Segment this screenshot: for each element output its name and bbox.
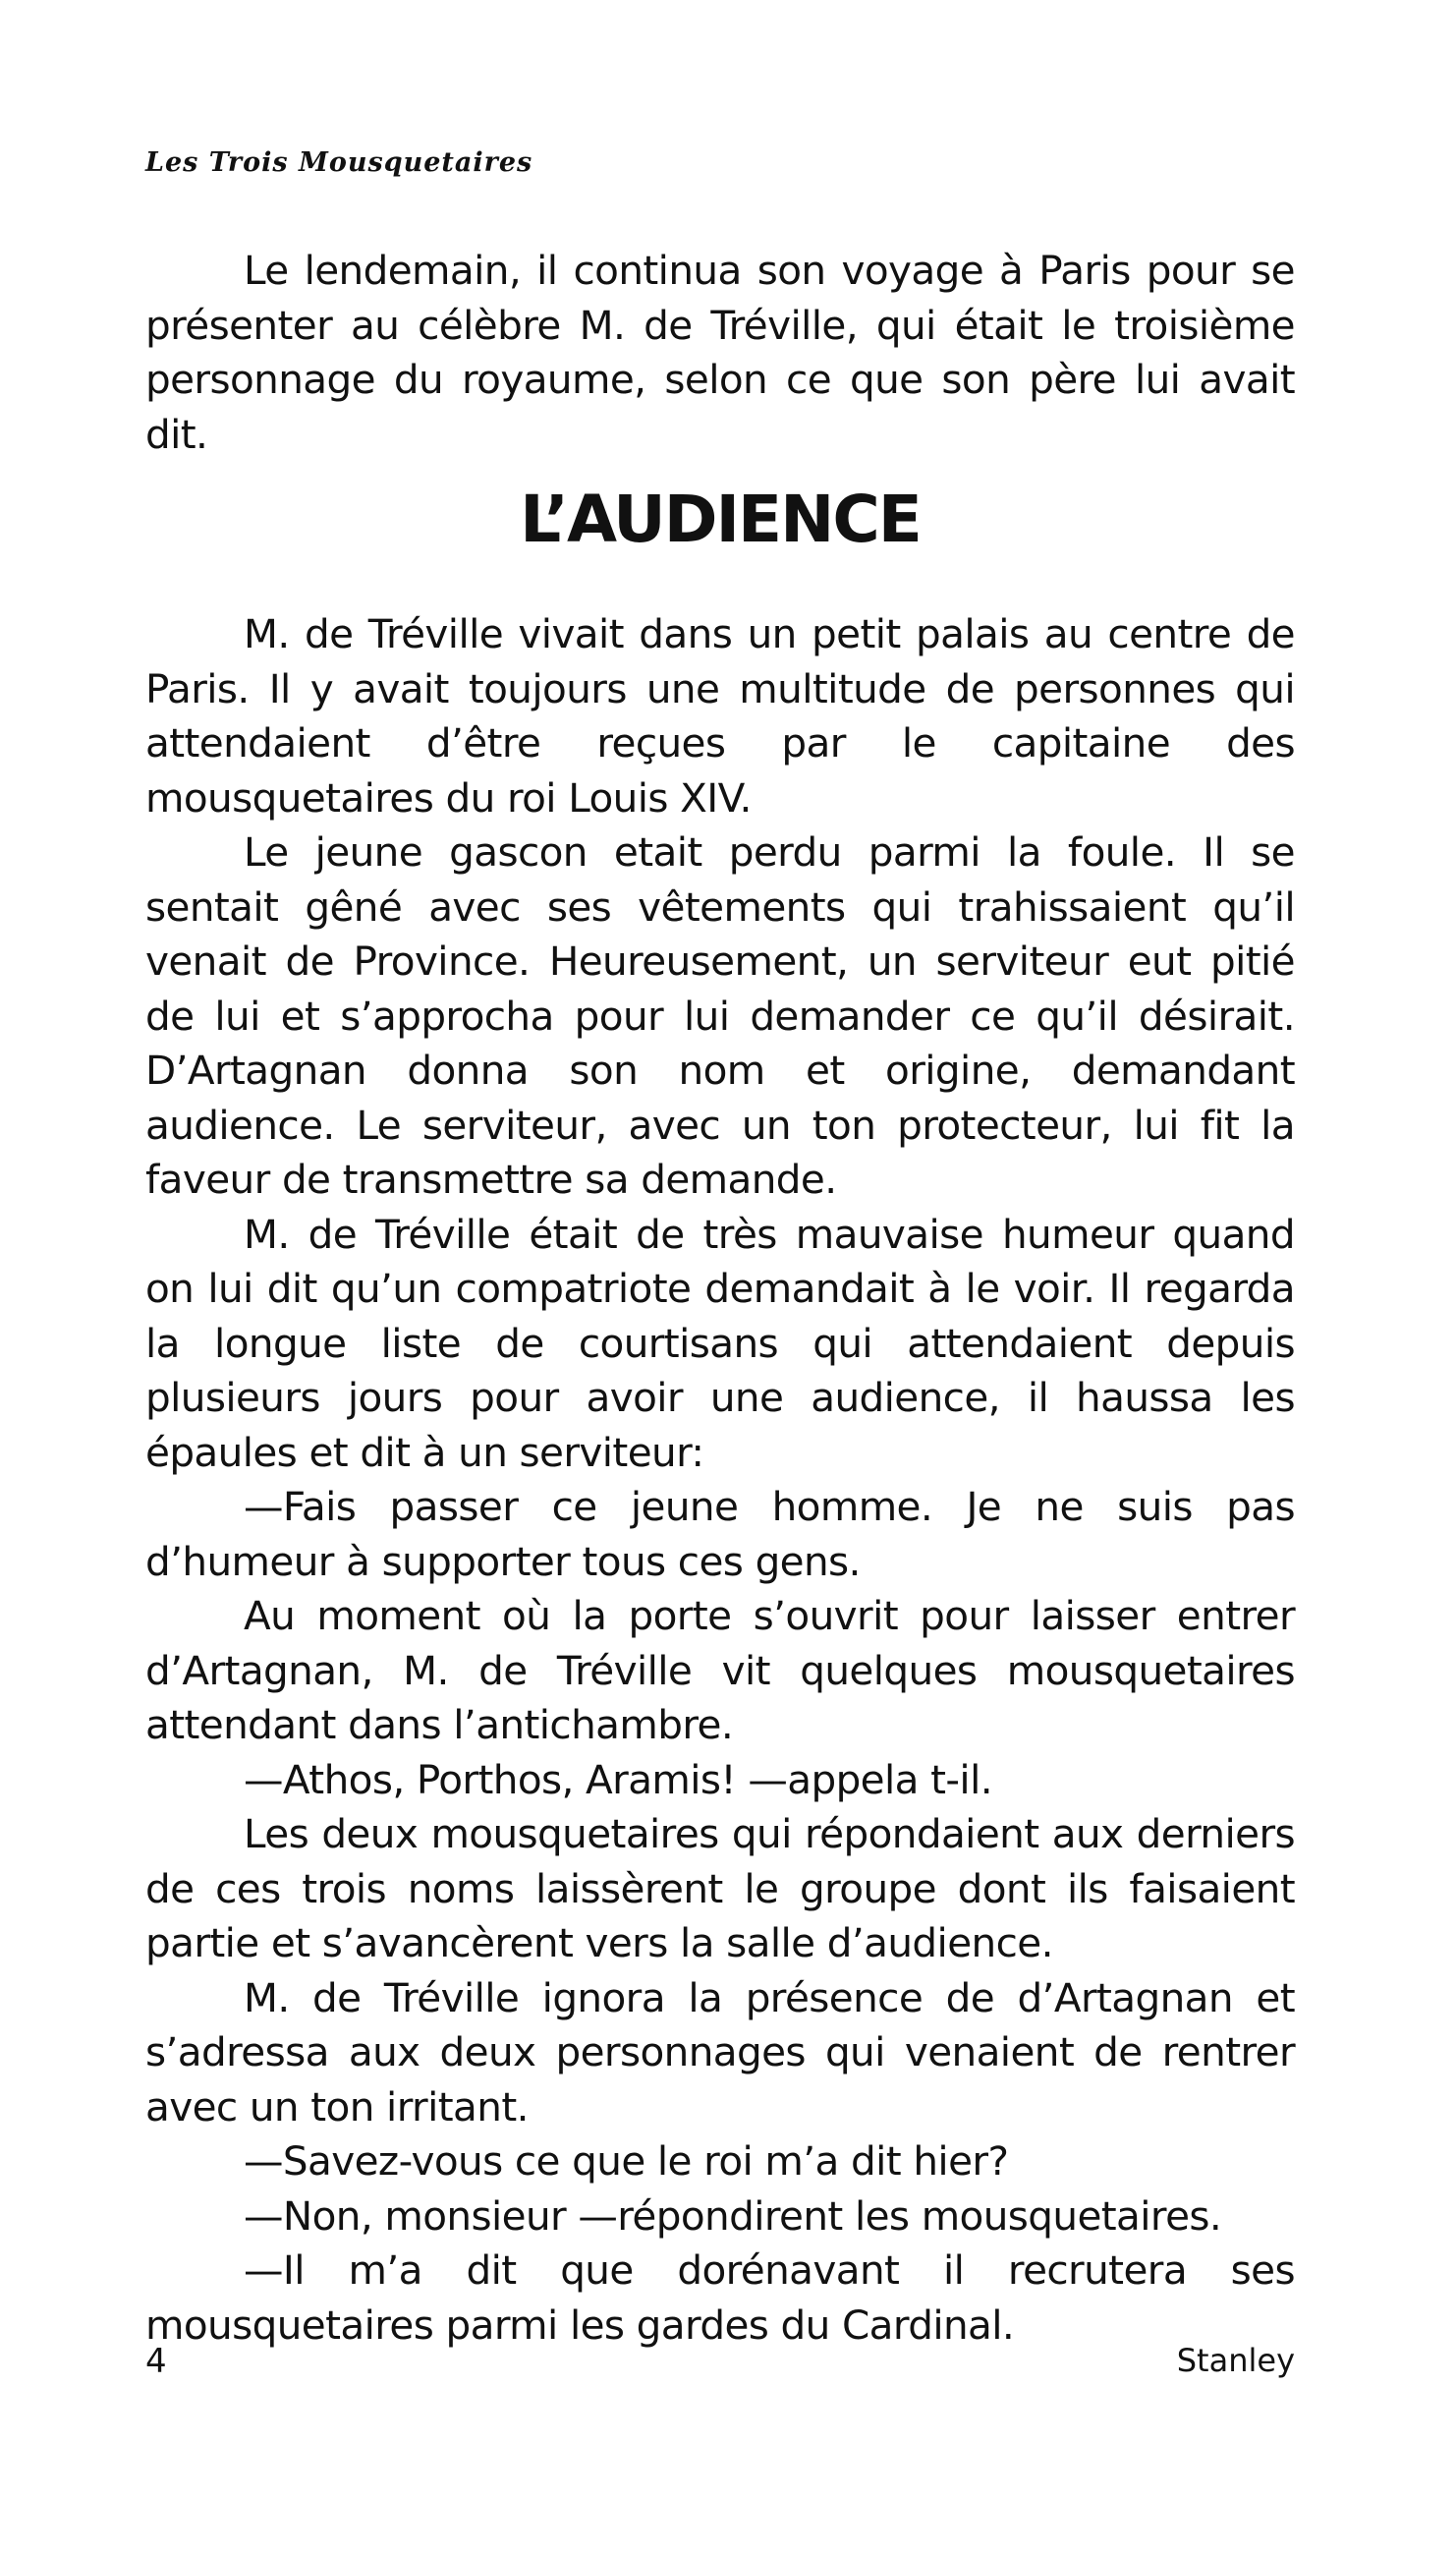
chapter-body (145, 607, 1295, 2353)
dialogue-line: —Athos, Porthos, Aramis! —appela t-il. (244, 1755, 993, 1803)
paragraph: M. de Tréville vivait dans un petit palais au centre de Paris. Il y avait toujours une multitude de personnes qui attendaient d’être reçues par le capitaine des mousquetaires du roi Louis XIV. (145, 610, 1295, 822)
chapter-title: L’AUDIENCE (520, 482, 921, 557)
intro-paragraph: Le lendemain, il continua son voyage à Paris pour se présenter au célèbre M. de Tréville, qui était le troisième personnage du royaume, selon ce que son père lui avait dit. (145, 247, 1295, 458)
paragraph: M. de Tréville ignora la présence de d’Artagnan et s’adressa aux deux personnages qui venaient de rentrer avec un ton irritant. (145, 1973, 1295, 2130)
dialogue-line: —Savez-vous ce que le roi m’a dit hier? (244, 2137, 1009, 2185)
dialogue-line: —Fais passer ce jeune homme. Je ne suis pas d’humeur à supporter tous ces gens. (145, 1483, 1295, 1585)
page-number: 4 (145, 2342, 167, 2381)
paragraph: M. de Tréville était de très mauvaise humeur quand on lui dit qu’un compatriote demandait à le voir. Il regarda la longue liste de courtisans qui attendaient depuis plusieurs jours pour avoir une audience, il haussa les épaules et dit à un serviteur: (145, 1210, 1295, 1476)
paragraph: Le jeune gascon etait perdu parmi la foule. Il se sentait gêné avec ses vêtements qui trahissaient qu’il venait de Province. Heureusement, un serviteur eut pitié de lui et s’approcha pour lui demander ce qu’il désirait. D’Artagnan donna son nom et origine, demandant audience. Le serviteur, avec un ton protecteur, lui fit la faveur de transmettre sa demande. (145, 828, 1295, 1203)
paragraph: Au moment où la porte s’ouvrit pour laisser entrer d’Artagnan, M. de Tréville vit quelques mousquetaires attendant dans l’antichambre. (145, 1592, 1295, 1748)
dialogue-line: —Non, monsieur —répondirent les mousquetaires. (244, 2191, 1222, 2240)
paragraph: Les deux mousquetaires qui répondaient aux derniers de ces trois noms laissèrent le groupe dont ils faisaient partie et s’avancèrent vers la salle d’audience. (145, 1810, 1295, 1966)
publisher-name: Stanley (1176, 2342, 1295, 2379)
running-header: Les Trois Mousquetaires (145, 147, 533, 178)
dialogue-line: —Il m’a dit que dorénavant il recrutera ses mousquetaires parmi les gardes du Cardinal. (145, 2246, 1295, 2349)
